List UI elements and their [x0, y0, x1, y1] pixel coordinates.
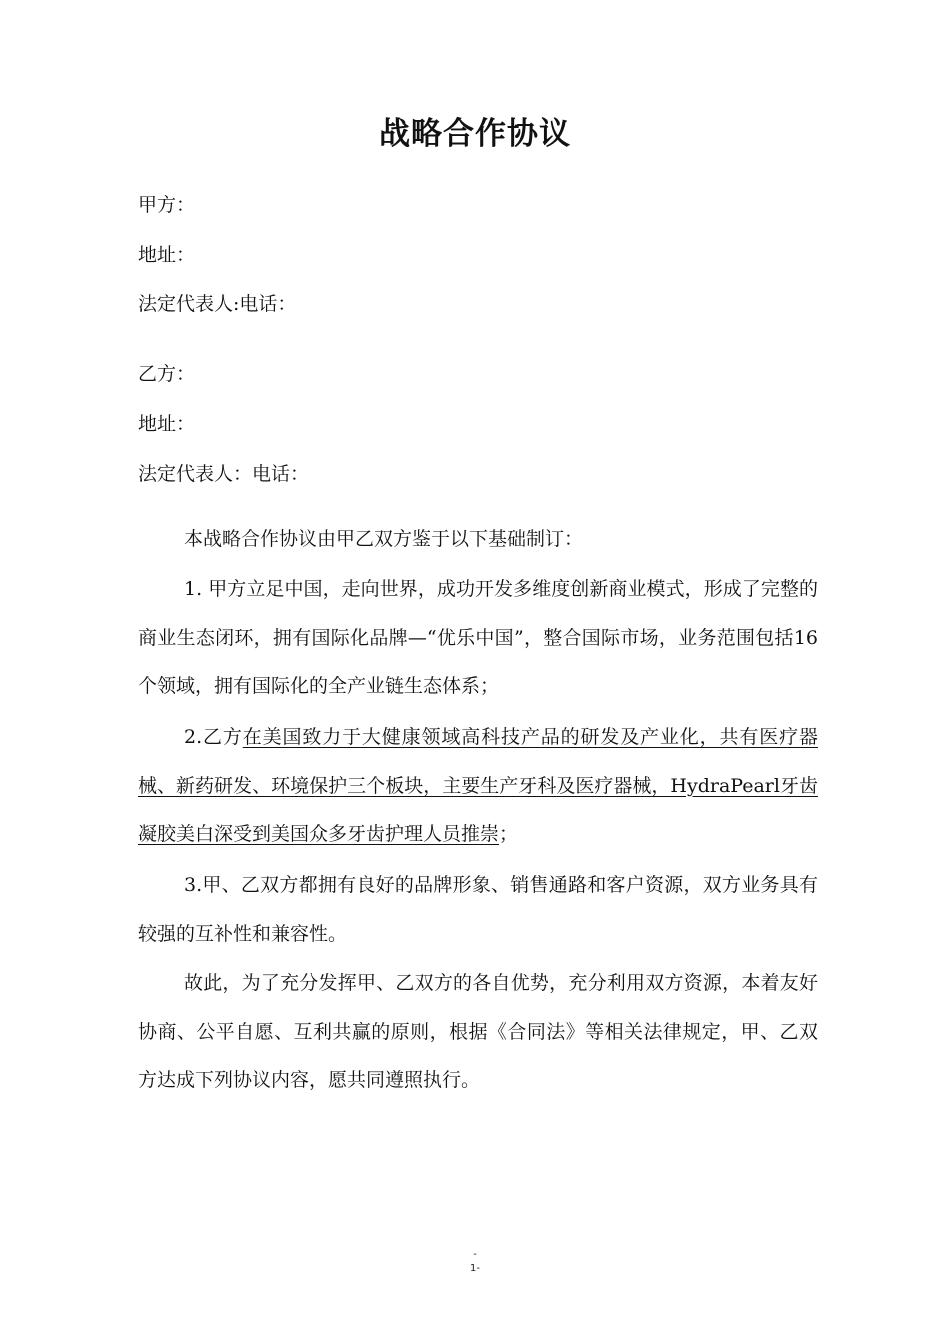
clause-2-prefix: 2.乙方 — [184, 726, 243, 748]
party-b-representative-label: 法定代表人：电话： — [138, 463, 310, 485]
clause-2-suffix: ； — [499, 823, 519, 845]
preamble-paragraph: 本战略合作协议由甲乙双方鉴于以下基础制订： — [184, 528, 584, 550]
clause-1-paragraph: 1. 甲方立足中国，走向世界，成功开发多维度创新商业模式，形成了完整的商业生态闭环，拥有国际化品牌—“优乐中国”，整合国际市场，业务范围包括16个领域，拥有国际化的全产业链生态体系； — [138, 578, 818, 697]
clause-2-paragraph — [138, 713, 818, 859]
party-a-address-label: 地址： — [138, 244, 196, 266]
clause-2-underlined-text: 在美国致力于大健康领域高科技产品的研发及产业化，共有医疗器械、新药研发、环境保护三个板块，主要生产牙科及医疗器械，HydraPearl牙齿凝胶美白深受到美国众多牙齿护理人员推崇 — [138, 726, 818, 845]
clause-3-paragraph: 3.甲、乙双方都拥有良好的品牌形象、销售通路和客户资源，双方业务具有较强的互补性和兼容性。 — [138, 874, 818, 945]
footer-dash: - — [473, 1249, 477, 1260]
page-number: 1- — [470, 1263, 480, 1274]
party-a-representative-label: 法定代表人:电话： — [138, 293, 297, 315]
party-a-name-label: 甲方： — [138, 194, 196, 216]
document-title: 战略合作协议 — [379, 116, 571, 152]
conclusion-paragraph: 故此，为了充分发挥甲、乙双方的各自优势，充分利用双方资源，本着友好协商、公平自愿、互利共赢的原则，根据《合同法》等相关法律规定，甲、乙双方达成下列协议内容，愿共同遵照执行。 — [138, 972, 818, 1091]
party-b-address-label: 地址： — [138, 413, 196, 435]
party-b-name-label: 乙方： — [138, 363, 196, 385]
